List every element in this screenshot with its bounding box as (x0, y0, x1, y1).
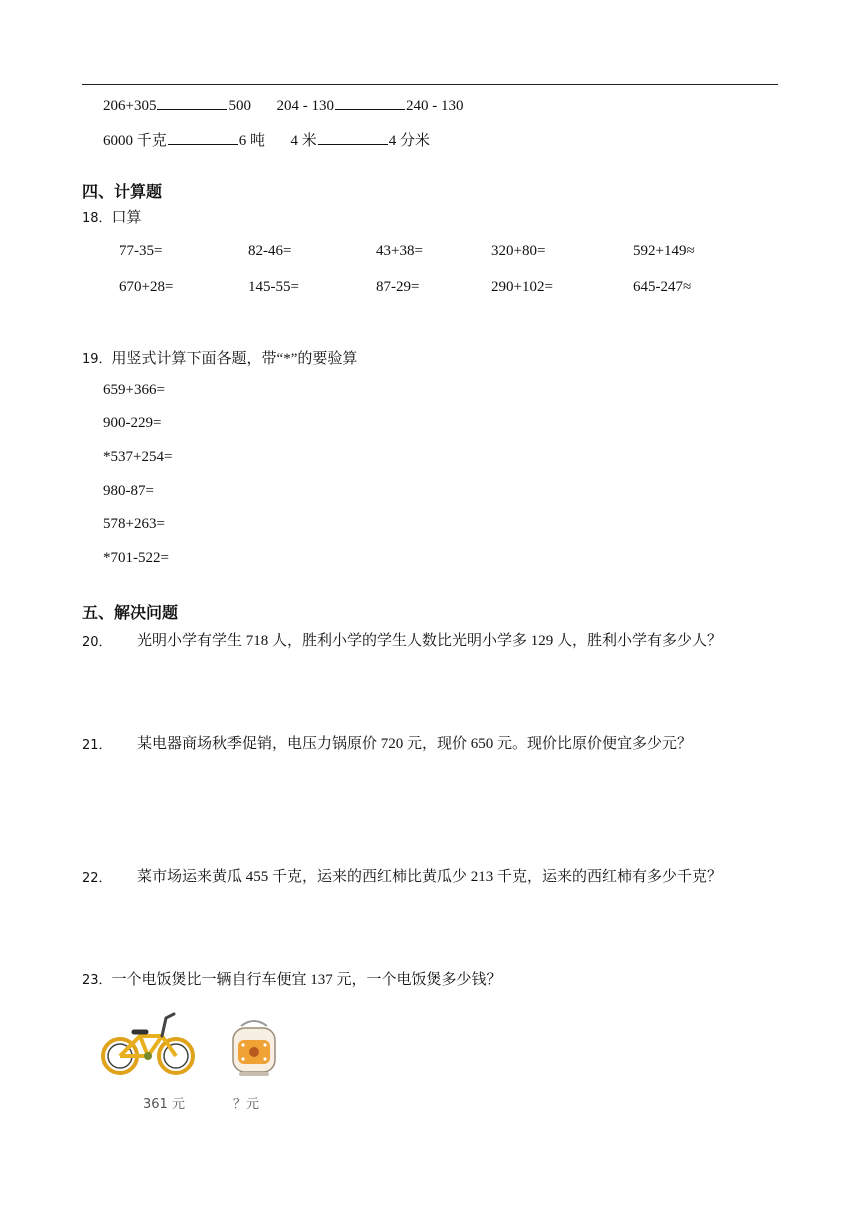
question-number: 19． (82, 352, 112, 367)
answer-blank[interactable] (335, 95, 405, 110)
mental-math-cell: 320+80= (491, 243, 546, 259)
section-title-problems: 五、解决问题 (82, 603, 179, 622)
question-22-text: 菜市场运来黄瓜 455 千克，运来的西红柿比黄瓜少 213 千克，运来的西红柿有多少千克？ (137, 869, 723, 885)
question-number-20: 20． (82, 635, 112, 650)
question-21-text: 某电器商场秋季促销，电压力锅原价 720 元，现价 650 元。现价比原价便宜多少元？ (137, 736, 693, 752)
question-20-text: 光明小学有学生 718 人，胜利小学的学生人数比光明小学多 129 人，胜利小学有多少人？ (137, 633, 723, 649)
answer-blank[interactable] (157, 95, 227, 110)
bike-price: 361 元 (143, 1097, 185, 1112)
question-text: 口算 (111, 210, 142, 226)
compare-1a-rhs: 500 (228, 98, 251, 114)
question-text: 一个电饭煲比一辆自行车便宜 137 元，一个电饭煲多少钱？ (111, 972, 502, 988)
vertical-calc-item: 980-87= (103, 483, 154, 499)
vertical-calc-item: 659+366= (103, 382, 165, 398)
answer-blank[interactable] (318, 130, 388, 145)
mental-math-cell: 645-247≈ (633, 279, 692, 295)
question-19 (82, 347, 357, 368)
vertical-calc-item: *701-522= (103, 550, 169, 566)
question-number-21: 21． (82, 738, 112, 753)
compare-2a: 6000 千克 (103, 133, 167, 149)
question-text: 用竖式计算下面各题，带“*”的要验算 (111, 351, 358, 367)
compare-1a: 206+305 (103, 98, 157, 114)
question-number-22: 22． (82, 871, 112, 886)
mental-math-cell: 43+38= (376, 243, 423, 259)
vertical-calc-item: *537+254= (103, 449, 173, 465)
vertical-calc-item: 578+263= (103, 516, 165, 532)
rice-cooker-icon (229, 1018, 279, 1080)
vertical-calc-item: 900-229= (103, 415, 162, 431)
mental-math-cell: 670+28= (119, 279, 174, 295)
question-number: 18． (82, 211, 112, 226)
cooker-price: ？元 (233, 1097, 260, 1112)
top-divider (82, 84, 778, 85)
compare-2a-rhs: 6 吨 (238, 133, 266, 149)
compare-1b-rhs: 240 - 130 (405, 98, 464, 114)
compare-row-1 (103, 95, 463, 115)
mental-math-cell: 77-35= (119, 243, 163, 259)
bicycle-icon (100, 1010, 196, 1080)
question-18 (82, 206, 142, 227)
question-number: 23． (82, 973, 112, 988)
mental-math-cell: 87-29= (376, 279, 420, 295)
mental-math-cell: 290+102= (491, 279, 553, 295)
compare-row-2 (103, 129, 430, 150)
section-title-calc: 四、计算题 (82, 182, 163, 201)
mental-math-cell: 592+149≈ (633, 243, 695, 259)
question-23 (82, 968, 502, 989)
mental-math-cell: 145-55= (248, 279, 299, 295)
compare-2b-rhs: 4 分米 (388, 133, 431, 149)
answer-blank[interactable] (168, 130, 238, 145)
compare-2b: 4 米 (290, 133, 317, 149)
mental-math-cell: 82-46= (248, 243, 292, 259)
compare-1b: 204 - 130 (276, 98, 334, 114)
